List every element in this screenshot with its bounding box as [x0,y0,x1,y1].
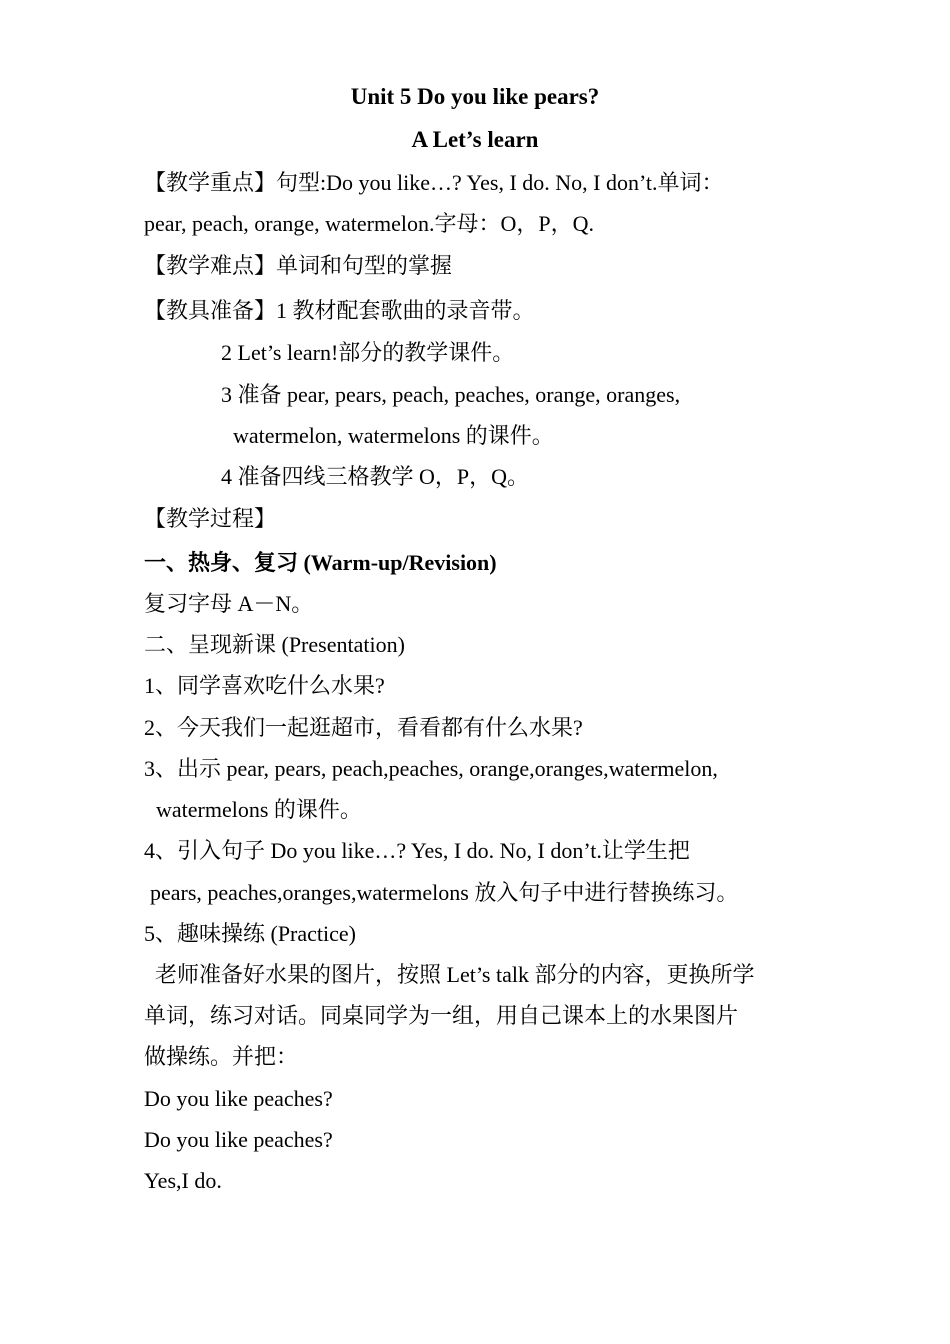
warmup-review-line: 复习字母 A－N。 [144,591,314,616]
materials-line-1: 【教具准备】1 教材配套歌曲的录音带。 [144,298,535,323]
practice-paragraph-line-1: 老师准备好水果的图片，按照 Let’s talk 部分的内容，更换所学 [155,962,755,987]
document-subtitle: A Let’s learn [411,127,539,152]
presentation-step-4: 4、引入句子 Do you like…? Yes, I do. No, I don’t.让学生把 [144,838,690,863]
presentation-step-3: 3、出示 pear, pears, peach,peaches, orange,oranges,watermelon, [144,756,718,781]
presentation-step-1: 1、同学喜欢吃什么水果? [144,673,385,698]
practice-paragraph-line-3: 做操练。并把： [144,1044,299,1069]
key-points-words-line: pear, peach, orange, watermelon.字母：O，P，Q. [144,211,594,236]
materials-line-3: 3 准备 pear, pears, peach, peaches, orange, oranges, [221,382,681,407]
presentation-step-4-continued: pears, peaches,oranges,watermelons 放入句子中进行替换练习。 [150,880,739,905]
materials-line-3-continued: watermelon, watermelons 的课件。 [233,423,554,448]
practice-heading: 5、趣味操练 (Practice) [144,921,356,946]
difficulties-line: 【教学难点】单词和句型的掌握 [144,253,453,278]
dialogue-line-3: Yes,I do. [144,1168,222,1193]
key-points-line: 【教学重点】句型:Do you like…? Yes, I do. No, I don’t.单词： [144,170,724,195]
presentation-step-2: 2、今天我们一起逛超市，看看都有什么水果? [144,715,583,740]
document-title: Unit 5 Do you like pears? [350,84,600,109]
materials-line-2: 2 Let’s learn!部分的教学课件。 [221,340,515,365]
practice-paragraph-line-2: 单词，练习对话。同桌同学为一组，用自己课本上的水果图片 [144,1003,739,1028]
warmup-heading: 一、热身、复习 (Warm-up/Revision) [144,550,497,575]
materials-line-4: 4 准备四线三格教学 O，P，Q。 [221,464,530,489]
dialogue-line-2: Do you like peaches? [144,1127,333,1152]
process-heading: 【教学过程】 [144,506,277,531]
presentation-step-3-continued: watermelons 的课件。 [156,797,362,822]
dialogue-line-1: Do you like peaches? [144,1086,333,1111]
presentation-heading: 二、呈现新课 (Presentation) [144,632,405,657]
